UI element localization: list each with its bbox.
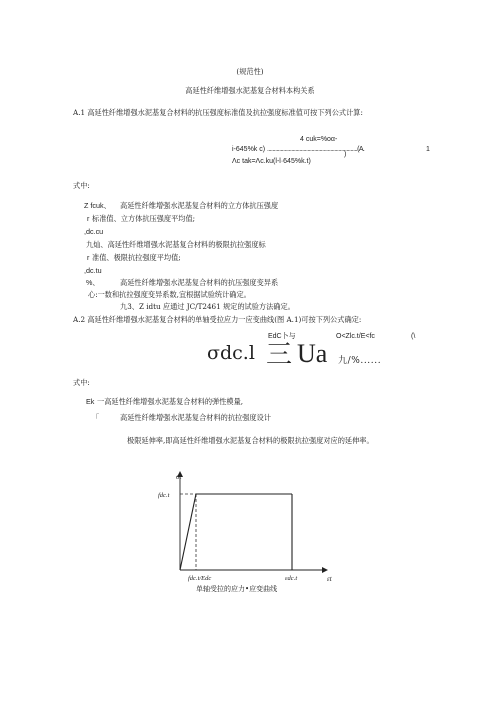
x-axis-label: εt <box>327 575 332 583</box>
where-label-1: 式中: <box>73 181 90 190</box>
condition-1: EdC卜与 <box>268 333 296 340</box>
condition-3: (\ <box>411 333 416 340</box>
definition: 一高延性纤维增强水泥基复合材料的弹性模量, <box>97 397 244 406</box>
definition: 极限延伸率,即高延性纤维增强水泥基复合材料的极限抗拉强度对应的延伸率。 <box>127 436 374 445</box>
definition: ,dc.tu <box>84 266 102 275</box>
elastic-segment <box>180 494 196 570</box>
formula-mid: i-645%k c) <box>232 146 266 153</box>
x-tick-label-2: εdc.t <box>285 575 298 582</box>
definition: 高延性纤维增强水泥基复合材料的抗压强度变异系 <box>120 278 279 287</box>
symbol: Ek <box>86 397 95 406</box>
sigma-symbol: σdc.l <box>207 342 255 364</box>
definition: 准值、极限抗拉强度平均值; <box>92 253 181 262</box>
ua-term: Ua <box>297 339 328 368</box>
x-tick-label-1: fdc.t/Edc <box>188 575 212 582</box>
normative-note: (规范性) <box>236 67 264 76</box>
formula-dots: ...................................................................(A. <box>267 146 365 153</box>
definition: 高延性纤维增强水泥基复合材料的抗拉强度设计 <box>120 413 271 422</box>
symbol: r <box>87 214 90 223</box>
symbol: 「 <box>92 413 100 422</box>
equals-symbol: 三 <box>266 340 293 369</box>
formula-bottom: Λc tak=Λc.ku(l-l·645%k.t) <box>232 158 311 165</box>
definition: 九灿、高延性纤维增强水泥基复合材料的极限抗拉强度标 <box>86 240 266 249</box>
y-axis-label: σt <box>176 473 182 481</box>
condition-2: O<Zlc.t/E<fc <box>336 333 375 340</box>
symbol: Z fcuk、 <box>84 201 111 210</box>
formula-close-paren: ) <box>344 151 347 158</box>
a1-intro: A.1 高延性纤维增强水泥基复合材料的抗压强度标准值及抗拉强度标准值可按下列公式计算: <box>73 108 363 117</box>
formula-number: 1 <box>426 146 430 153</box>
appendix-title: 高延性纤维增强水泥基复合材料本构关系 <box>185 86 315 95</box>
y-tick-label: fdc.t <box>158 492 170 499</box>
formula-top: 4 cuk=%oα- <box>300 136 338 143</box>
where-label-2: 式中: <box>73 378 90 387</box>
formula-tail: 九/%...... <box>338 356 382 366</box>
a2-intro: A.2 高延性纤维增强水泥基复合材料的单轴受拉应力一应变曲线(图 A.1)可按下列公式确定: <box>73 315 362 324</box>
symbol: %、 <box>86 278 100 287</box>
symbol: r <box>87 253 90 262</box>
definition: 心:一数和抗拉强度变异系数,宜根据试验统计确定。 <box>88 290 251 299</box>
definition: 高延性纤维增强水泥基复合材料的立方体抗压强度 <box>120 201 279 210</box>
definition: 标准值、立方体抗压强度平均值; <box>92 214 196 223</box>
definition: ,dc.cu <box>84 227 104 236</box>
chart-caption: 单轴受拉的应力•应变曲线 <box>196 585 278 593</box>
definition: 九3、Z idtu 应通过 JC/T2461 规定的试验方法确定。 <box>120 302 295 311</box>
